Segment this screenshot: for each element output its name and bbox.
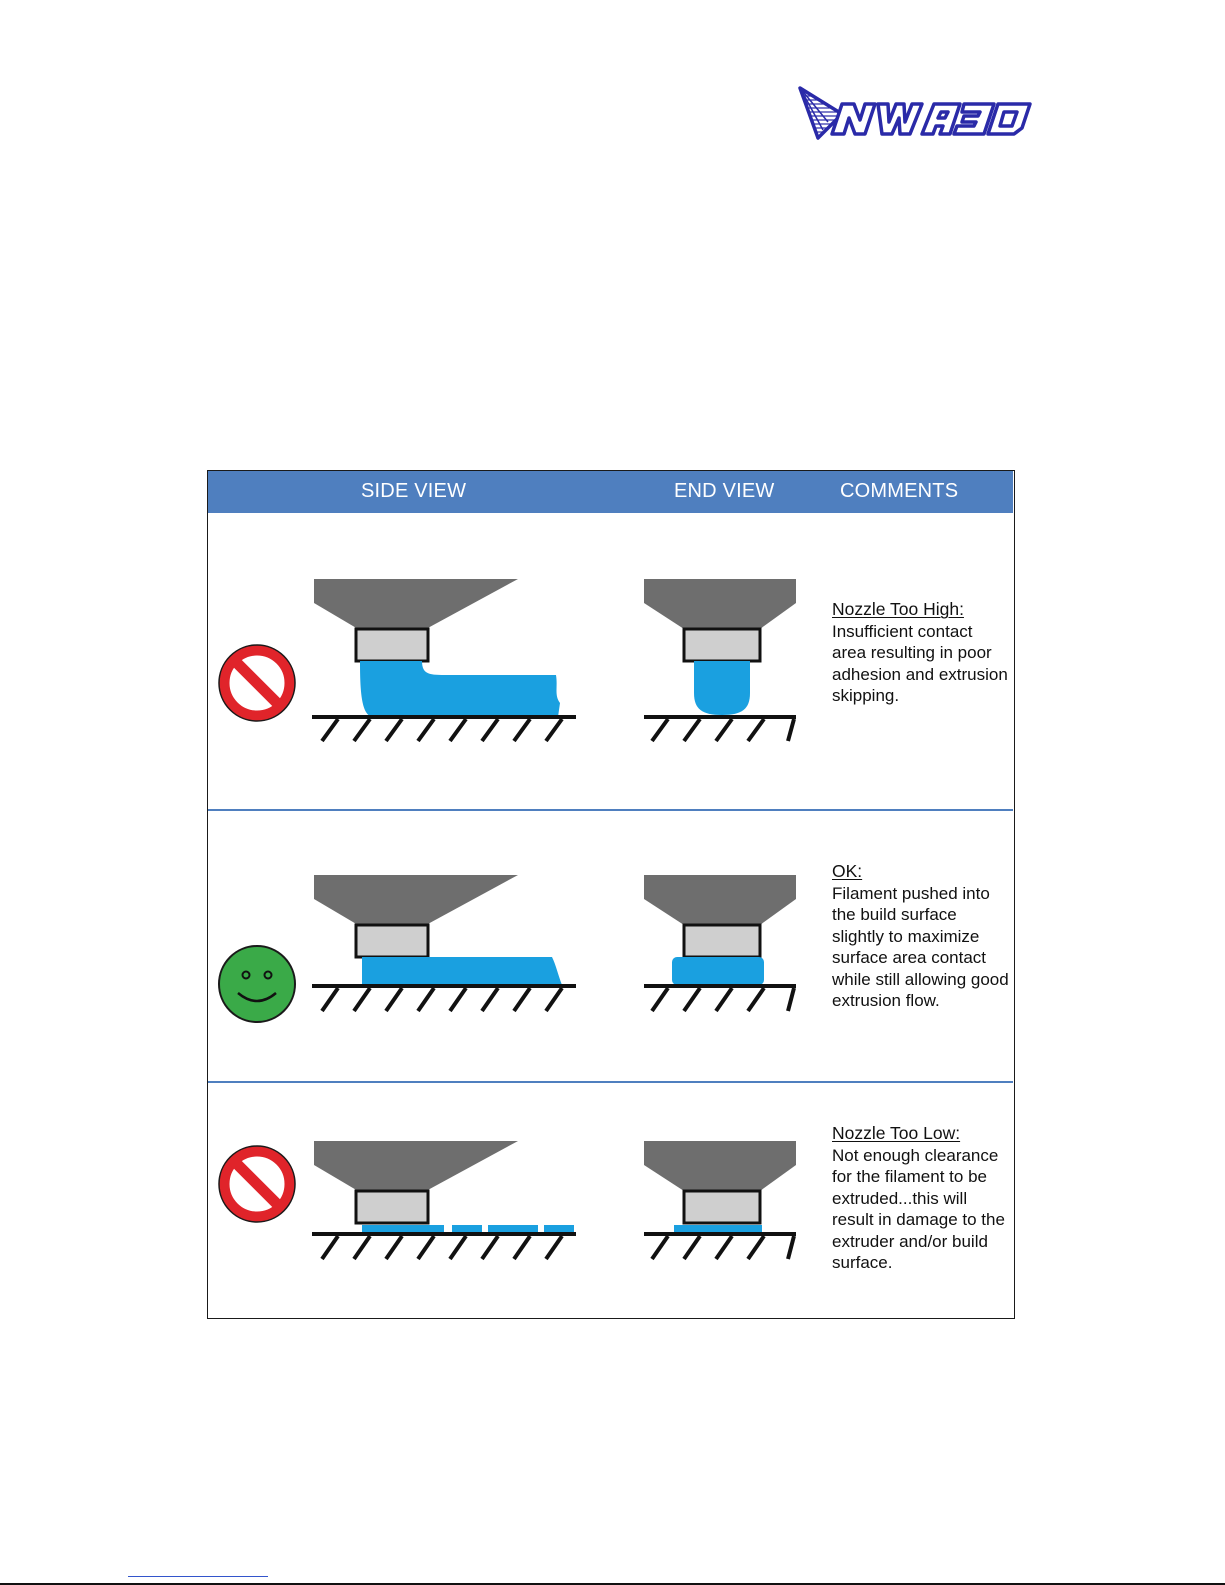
figure-header	[208, 471, 1013, 513]
end-view-header: END VIEW	[674, 480, 775, 502]
not-allowed-icon	[216, 1143, 298, 1225]
comment-nozzle-too-low	[832, 1123, 1010, 1274]
side-view-header: SIDE VIEW	[361, 480, 467, 502]
row-ok	[208, 811, 1013, 1081]
comments-header: COMMENTS	[840, 480, 959, 502]
comment-body: Filament pushed into the build surface slightly to maximize surface area contact while still allowing good extrusion flow.	[832, 883, 1009, 1010]
end-view-illustration	[638, 575, 808, 743]
side-view-illustration	[308, 1137, 583, 1277]
nozzle-height-figure	[207, 470, 1015, 1319]
comment-body: Insufficient contact area resulting in poor adhesion and extrusion skipping.	[832, 621, 1008, 705]
footer-link-underline[interactable]	[128, 1576, 268, 1577]
side-view-illustration	[308, 871, 583, 1017]
comment-body: Not enough clearance for the filament to be extruded...this will result in damage to the extruder and/or build surface.	[832, 1145, 1005, 1272]
comment-nozzle-too-high	[832, 599, 1010, 707]
side-view-illustration	[308, 575, 583, 743]
comment-title: Nozzle Too High:	[832, 599, 964, 619]
end-view-illustration	[638, 871, 808, 1017]
smiley-face-icon	[216, 943, 298, 1025]
comment-title: OK:	[832, 861, 863, 881]
nwa3d-logo	[798, 86, 1034, 140]
not-allowed-icon	[216, 642, 298, 724]
end-view-illustration	[638, 1137, 808, 1277]
comment-title: Nozzle Too Low:	[832, 1123, 961, 1143]
row-nozzle-too-low	[208, 1083, 1013, 1318]
comment-ok	[832, 861, 1010, 1012]
row-nozzle-too-high	[208, 513, 1013, 809]
